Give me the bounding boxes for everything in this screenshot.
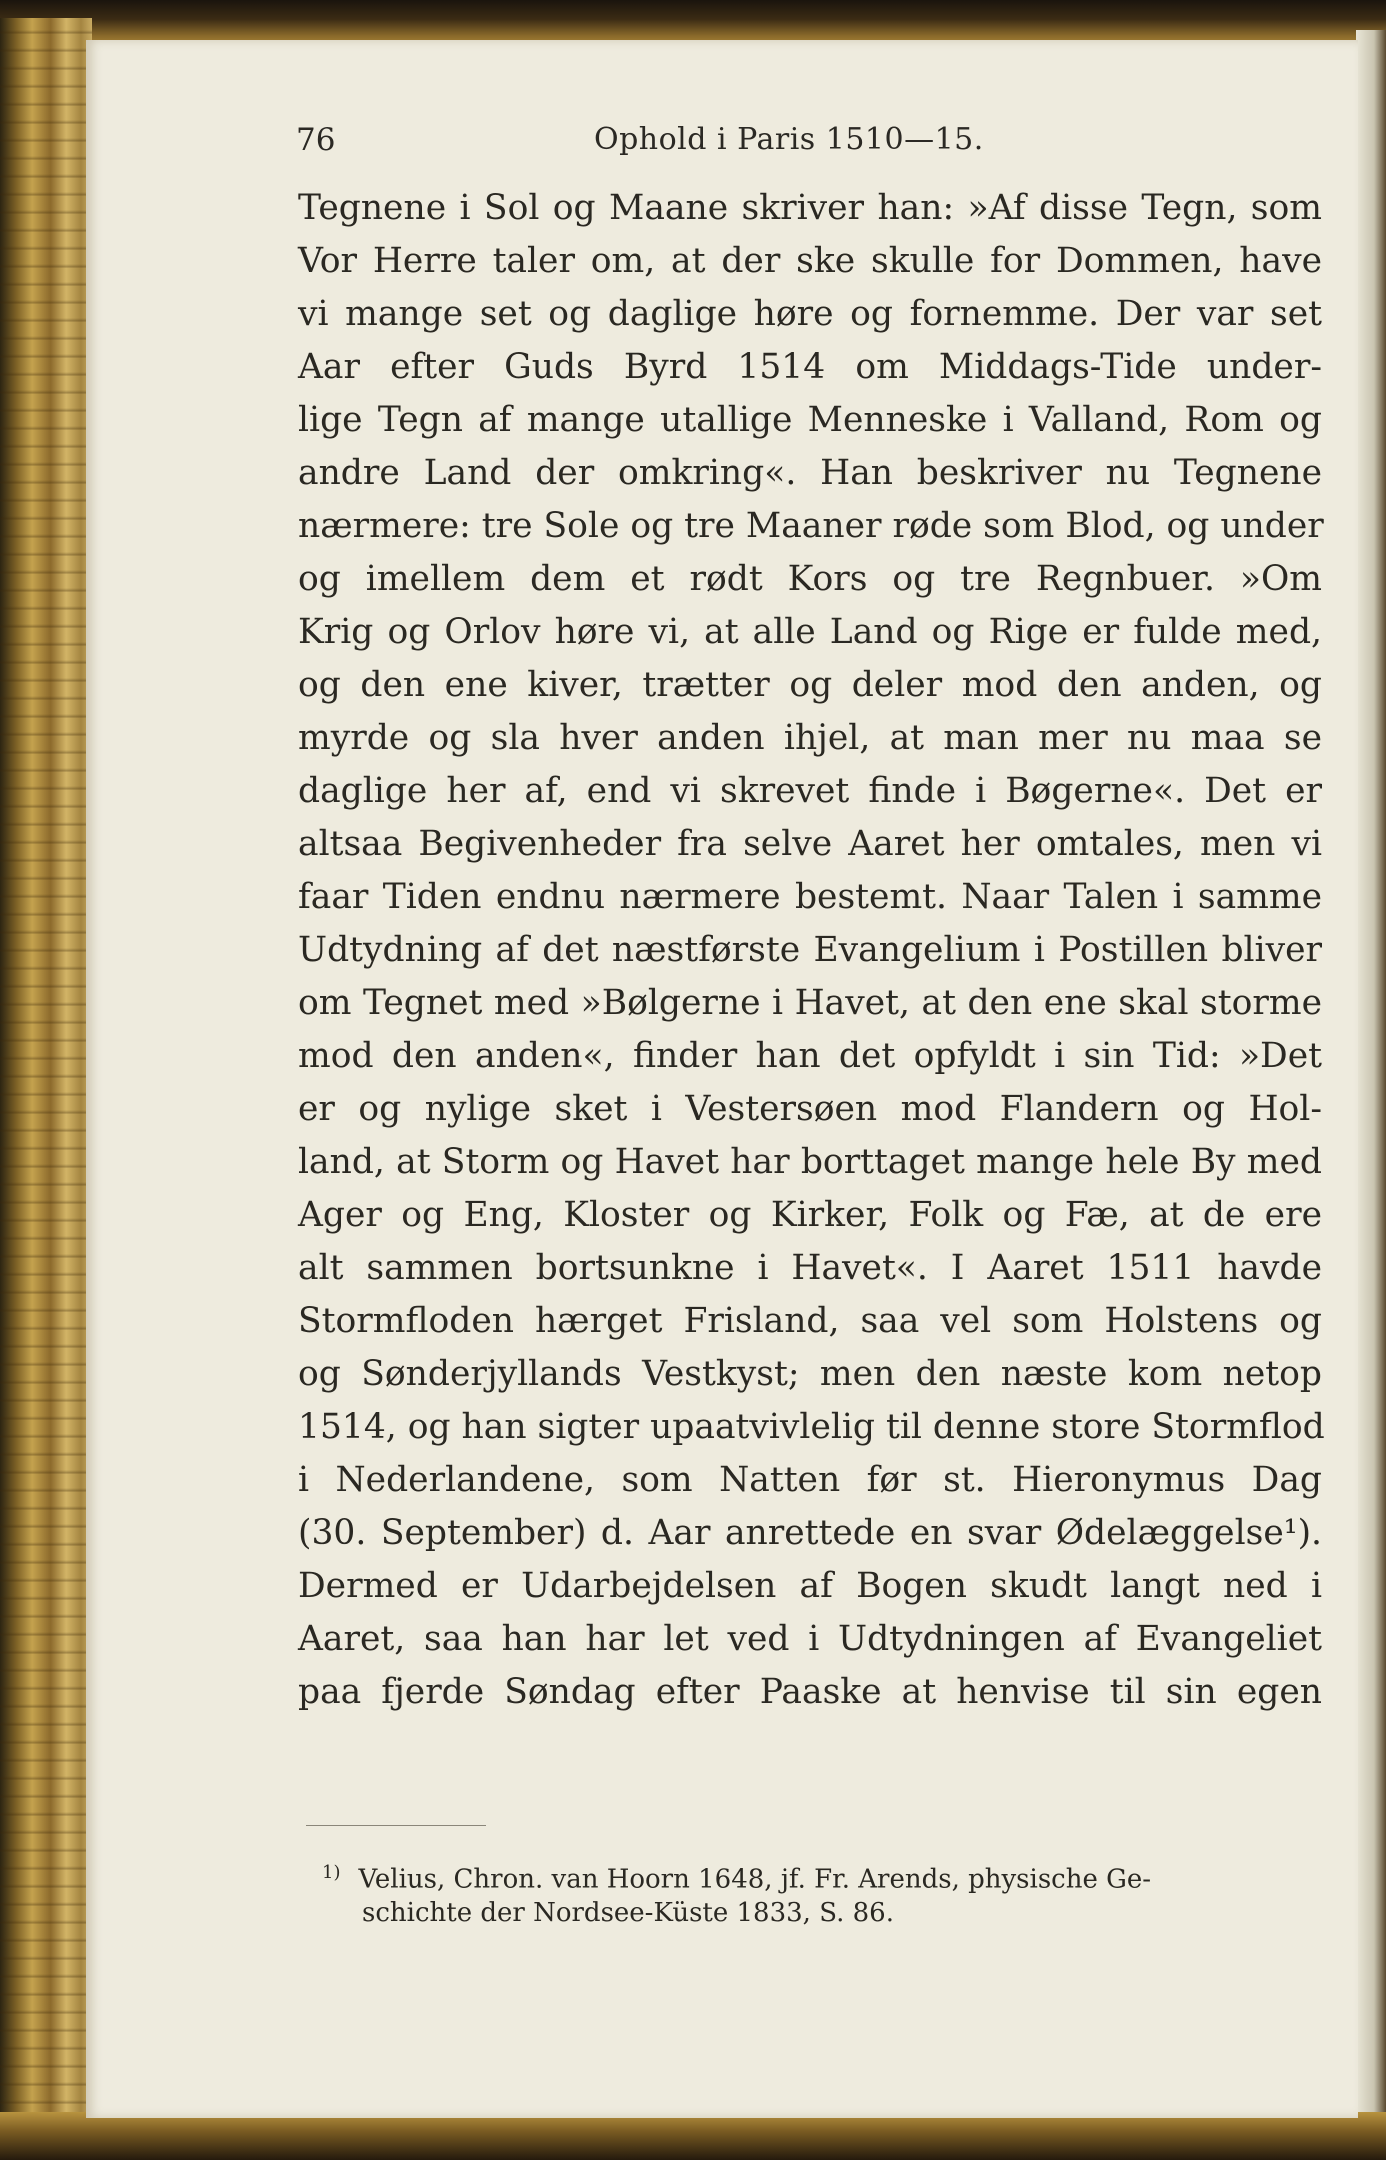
text-line-8: og imellem dem et rødt Kors og tre Regnbuer. »Om xyxy=(298,559,1322,599)
text-line-5: lige Tegn af mange utallige Menneske i Valland, Rom og xyxy=(298,400,1322,440)
text-line-28: Aaret, saa han har let ved i Udtydningen af Evangeliet xyxy=(298,1619,1322,1659)
page-number: 76 xyxy=(296,122,336,158)
text-line-9: Krig og Orlov høre vi, at alle Land og Rige er fulde med, xyxy=(298,612,1322,652)
text-line-2: Vor Herre taler om, at der ske skulle for Dommen, have xyxy=(298,241,1322,281)
text-line-1: Tegnene i Sol og Maane skriver han: »Af disse Tegn, som xyxy=(298,188,1322,228)
text-line-19: land, at Storm og Havet har borttaget mange hele By med xyxy=(298,1142,1322,1182)
text-line-17: mod den anden«, finder han det opfyldt i sin Tid: »Det xyxy=(298,1036,1322,1076)
text-line-23: og Sønderjyllands Vestkyst; men den næste kom netop xyxy=(298,1354,1322,1394)
text-line-20: Ager og Eng, Kloster og Kirker, Folk og Fæ, at de ere xyxy=(298,1195,1322,1235)
text-line-18: er og nylige sket i Vestersøen mod Flandern og Hol- xyxy=(298,1089,1322,1129)
footnote-line-1 xyxy=(322,1854,1152,1895)
text-line-14: faar Tiden endnu nærmere bestemt. Naar Talen i samme xyxy=(298,877,1322,917)
footnote-marker: 1) xyxy=(322,1862,341,1883)
footnote-rule xyxy=(306,1825,486,1826)
text-line-4: Aar efter Guds Byrd 1514 om Middags-Tide under- xyxy=(298,347,1322,387)
text-line-21: alt sammen bortsunkne i Havet«. I Aaret 1511 havde xyxy=(298,1248,1322,1288)
book-spine-binding xyxy=(0,18,92,2136)
text-line-22: Stormfloden hærget Frisland, saa vel som Holstens og xyxy=(298,1301,1322,1341)
book-page xyxy=(86,40,1358,2118)
book-cover-bottom-edge xyxy=(0,2112,1386,2160)
text-line-6: andre Land der omkring«. Han beskriver nu Tegnene xyxy=(298,453,1322,493)
text-line-16: om Tegnet med »Bølgerne i Havet, at den ene skal storme xyxy=(298,983,1322,1023)
text-line-12: daglige her af, end vi skrevet finde i Bøgerne«. Det er xyxy=(298,771,1322,811)
text-line-27: Dermed er Udarbejdelsen af Bogen skudt langt ned i xyxy=(298,1566,1322,1606)
text-line-25: i Nederlandene, som Natten før st. Hieronymus Dag xyxy=(298,1460,1322,1500)
text-line-10: og den ene kiver, trætter og deler mod den anden, og xyxy=(298,665,1322,705)
text-line-29: paa fjerde Søndag efter Paaske at henvise til sin egen xyxy=(298,1672,1322,1712)
footnote-text-1: Velius, Chron. van Hoorn 1648, jf. Fr. Arends, physische Ge- xyxy=(358,1864,1152,1895)
text-line-13: altsaa Begivenheder fra selve Aaret her omtales, men vi xyxy=(298,824,1322,864)
text-line-3: vi mange set og daglige høre og fornemme. Der var set xyxy=(298,294,1322,334)
text-line-7: nærmere: tre Sole og tre Maaner røde som Blod, og under xyxy=(298,506,1324,546)
text-line-26: (30. September) d. Aar anrettede en svar Ødelæggelse¹). xyxy=(298,1513,1322,1553)
footnote-line-2: schichte der Nordsee-Küste 1833, S. 86. xyxy=(362,1898,894,1928)
text-line-11: myrde og sla hver anden ihjel, at man mer nu maa se xyxy=(298,718,1322,758)
text-line-15: Udtydning af det næstførste Evangelium i Postillen bliver xyxy=(298,930,1322,970)
text-line-24: 1514, og han sigter upaatvivlelig til denne store Stormflod xyxy=(298,1407,1325,1447)
running-title: Ophold i Paris 1510—15. xyxy=(594,122,984,157)
page-edge-right xyxy=(1356,30,1386,2120)
